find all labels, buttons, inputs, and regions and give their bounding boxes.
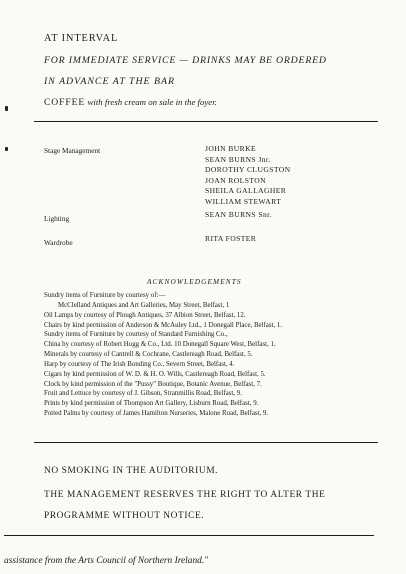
margin-mark-middle [5,147,8,151]
coffee-notice [44,97,217,108]
no-smoking-notice: NO SMOKING IN THE AUDITORIUM. [44,466,219,476]
acknowledgements-heading: ACKNOWLEDGEMENTS [147,277,242,286]
drinks-notice-line1: FOR IMMEDIATE SERVICE — DRINKS MAY BE ORDERED [44,55,327,66]
credit-role-wardrobe: Wardrobe [44,238,73,247]
ack-line: Chairs by kind permission of Anderson & McAuley Ltd., 1 Donegall Place, Belfast, 1. [44,321,283,329]
credit-role-stage-management: Stage Management [44,146,101,155]
margin-mark-top [5,106,8,111]
management-notice-line2: PROGRAMME WITHOUT NOTICE. [44,511,205,521]
credit-name: WILLIAM STEWART [205,196,282,206]
divider-top [34,121,378,122]
credit-name: JOAN ROLSTON [205,175,266,185]
management-notice-line1: THE MANAGEMENT RESERVES THE RIGHT TO ALTER THE [44,490,326,500]
credit-name-lighting: SEAN BURNS Snr. [205,210,272,219]
credit-name: DOROTHY CLUGSTON [205,165,291,175]
ack-line: Potted Palms by courtesy of James Hamilton Nurseries, Malone Road, Belfast, 9. [44,410,269,418]
credit-name-wardrobe: RITA FOSTER [205,234,257,243]
credit-name: JOHN BURKE [205,144,257,153]
credit-role-lighting: Lighting [44,214,70,223]
ack-line: Prints by kind permission of Thompson Art Gallery, Lisburn Road, Belfast, 9. [44,400,259,408]
ack-line: McClelland Antiques and Art Galleries, May Street, Belfast, 1 [58,301,230,309]
acknowledgements-list [44,291,282,419]
ack-line: Minerals by courtesy of Cantrell & Cochrane, Castlereagh Road, Belfast, 5. [44,351,253,359]
ack-line: Oil Lamps by courtesy of Plough Antiques, 37 Albion Street, Belfast, 12. [44,311,246,319]
coffee-description: with fresh cream on sale in the foyer. [87,97,217,107]
interval-heading: AT INTERVAL [44,33,119,44]
ack-line: Sundry items of Furniture by courtesy of:— [44,292,166,299]
divider-bottom [34,442,378,443]
divider-footer [4,535,374,536]
credit-name: SHEILA GALLAGHER [205,186,287,196]
ack-line: Harp by courtesy of The Irish Bonding Co., Severn Street, Belfast, 4. [44,360,235,368]
ack-line: Cigars by kind permission of W. D. & H. O. Wills, Castlereagh Road, Belfast, 5. [44,370,266,378]
ack-line: Sundry items of Furniture by courtesy of Standard Furnishing Co., [44,331,228,339]
drinks-notice-line2: IN ADVANCE AT THE BAR [44,76,175,87]
ack-line: Fruit and Lettuce by courtesy of J. Gibson, Stranmillis Road, Belfast, 9. [44,390,242,398]
credit-names-stage-management [205,144,291,208]
credit-name: SEAN BURNS Jnr. [205,154,271,164]
ack-line: China by courtesy of Robert Hogg & Co., Ltd. 10 Donegall Square West, Belfast, 1. [44,341,276,349]
ack-line: Clock by kind permission of the "Pussy" Boutique, Botanic Avenue, Belfast, 7. [44,380,262,388]
coffee-word: COFFEE [44,97,86,108]
arts-council-credit: assistance from the Arts Council of Northern Ireland." [4,556,209,566]
